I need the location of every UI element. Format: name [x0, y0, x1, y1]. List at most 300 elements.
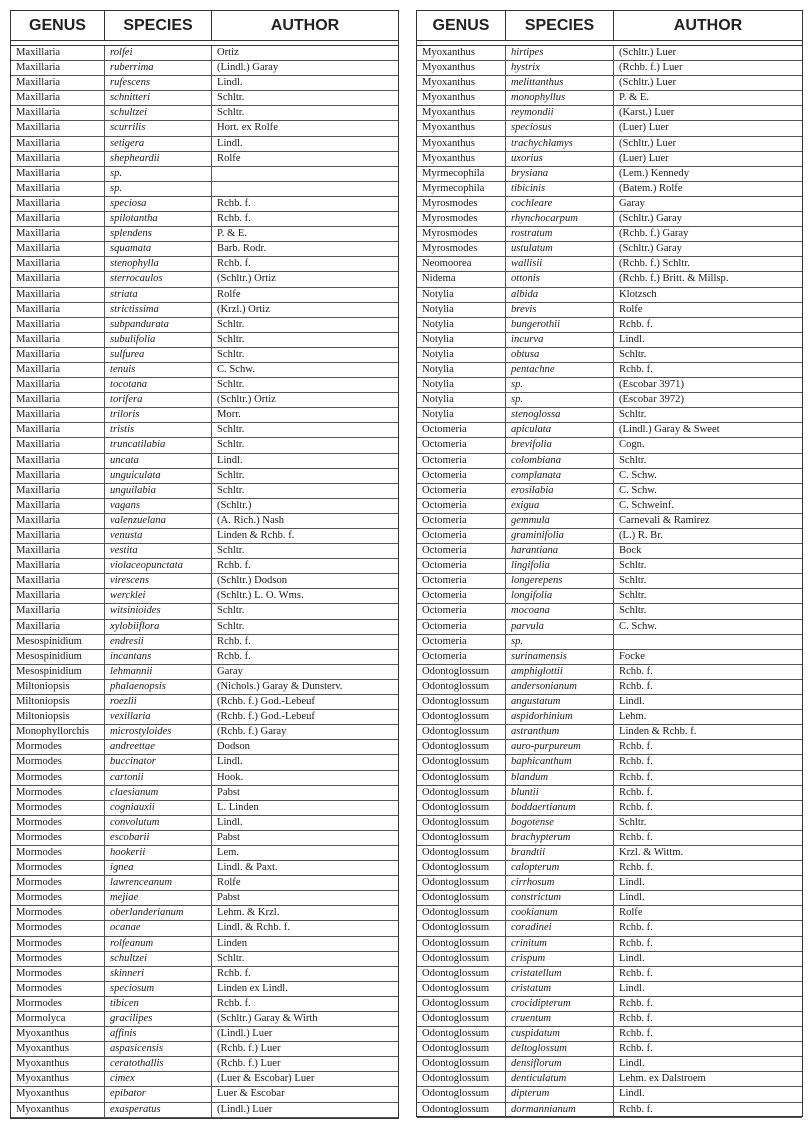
species-cell: astranthum: [505, 725, 613, 739]
genus-cell: Octomeria: [422, 635, 467, 647]
author-cell: C. Schw.: [613, 620, 802, 634]
author-cell: (Rchb. f.) Luer: [211, 1057, 398, 1071]
species-cell: gracilipes: [104, 1012, 211, 1026]
genus-cell: Maxillaria: [16, 288, 61, 300]
author-cell: (Schltr.) Luer: [613, 137, 802, 151]
author-cell: Rchb. f.: [613, 1027, 802, 1041]
table-row: [11, 106, 398, 121]
genus-cell: Maxillaria: [16, 243, 61, 255]
genus-cell: Odontoglossum: [422, 922, 490, 934]
genus-cell: Maxillaria: [16, 439, 61, 451]
author-cell: Lindl. & Rchb. f.: [211, 921, 398, 935]
author-cell: (Lindl.) Luer: [211, 1027, 398, 1041]
genus-cell: Mormodes: [16, 846, 62, 858]
author-cell: Pabst: [211, 786, 398, 800]
table-row: [11, 635, 398, 650]
genus-cell: Mormodes: [16, 907, 62, 919]
table-row: [11, 921, 398, 936]
genus-cell: Myoxanthus: [422, 47, 475, 58]
table-row: [417, 635, 802, 650]
author-cell: (L.) R. Br.: [613, 529, 802, 543]
genus-cell: Maxillaria: [16, 137, 61, 149]
table-row: [417, 182, 802, 197]
table-row: [11, 46, 398, 61]
table-row: [417, 650, 802, 665]
genus-cell: Mormodes: [16, 741, 62, 753]
species-cell: schultzei: [104, 952, 211, 966]
species-cell: lingifolia: [505, 559, 613, 573]
species-cell: sp.: [505, 635, 613, 649]
genus-cell: Maxillaria: [16, 620, 61, 632]
author-cell: Lindl.: [211, 454, 398, 468]
species-cell: mejiae: [104, 891, 211, 905]
species-cell: obtusa: [505, 348, 613, 362]
species-cell: convolutum: [104, 816, 211, 830]
genus-cell: Odontoglossum: [422, 982, 490, 994]
genus-cell: Maxillaria: [16, 122, 61, 134]
species-cell: torifera: [104, 393, 211, 407]
author-cell: (Schltr.) Ortiz: [211, 272, 398, 286]
species-cell: truncatilabia: [104, 438, 211, 452]
genus-cell: Myrosmodes: [422, 228, 478, 240]
genus-cell: Odontoglossum: [422, 1058, 490, 1070]
author-cell: (Schltr.) L. O. Wms.: [211, 589, 398, 603]
genus-cell: Neomoorea: [422, 258, 472, 270]
genus-cell: Maxillaria: [16, 605, 61, 617]
author-cell: Lindl.: [211, 755, 398, 769]
table-row: [417, 921, 802, 936]
genus-cell: Octomeria: [422, 530, 467, 541]
author-cell: Lindl.: [211, 76, 398, 90]
species-cell: bogotense: [505, 816, 613, 830]
genus-cell: Myoxanthus: [16, 1103, 69, 1115]
author-cell: Rchb. f.: [211, 559, 398, 573]
author-cell: Linden: [211, 937, 398, 951]
genus-cell: Odontoglossum: [422, 1028, 490, 1040]
species-cell: schultzei: [104, 106, 211, 120]
table-row: [11, 997, 398, 1012]
table-row: [11, 137, 398, 152]
species-cell: strictissima: [104, 303, 211, 317]
right-table-body: [417, 46, 802, 1118]
table-row: [417, 61, 802, 76]
genus-cell: Myrmecophila: [422, 182, 485, 194]
author-cell: Lindl. & Paxt.: [211, 861, 398, 875]
genus-cell: Octomeria: [422, 560, 467, 572]
author-cell: L. Linden: [211, 801, 398, 815]
genus-cell: Mormodes: [16, 967, 62, 979]
genus-cell: Myoxanthus: [422, 152, 475, 164]
table-row: [11, 710, 398, 725]
genus-cell: Octomeria: [422, 590, 467, 602]
table-row: [417, 1103, 802, 1118]
table-row: [417, 378, 802, 393]
genus-cell: Odontoglossum: [422, 680, 490, 692]
author-cell: Linden & Rchb. f.: [613, 725, 802, 739]
species-cell: squamata: [104, 242, 211, 256]
species-cell: brandtii: [505, 846, 613, 860]
author-cell: Cogn.: [613, 438, 802, 452]
table-row: [11, 363, 398, 378]
species-cell: cruentum: [505, 1012, 613, 1026]
author-cell: Rchb. f.: [613, 786, 802, 800]
author-cell: [211, 167, 398, 181]
genus-cell: Myoxanthus: [422, 137, 475, 149]
table-row: [11, 982, 398, 997]
genus-cell: Maxillaria: [16, 469, 61, 481]
species-cell: sp.: [104, 167, 211, 181]
species-cell: crispum: [505, 952, 613, 966]
genus-cell: Maxillaria: [16, 409, 61, 421]
author-cell: Schltr.: [613, 574, 802, 588]
author-cell: Lindl.: [211, 816, 398, 830]
author-cell: (Karst.) Luer: [613, 106, 802, 120]
table-row: [11, 393, 398, 408]
author-cell: Lindl.: [613, 1057, 802, 1071]
table-row: [11, 514, 398, 529]
species-cell: buccinator: [104, 755, 211, 769]
table-row: [417, 91, 802, 106]
author-cell: Schltr.: [613, 589, 802, 603]
author-cell: C. Schw.: [211, 363, 398, 377]
genus-cell: Odontoglossum: [422, 786, 490, 798]
author-cell: Schltr.: [211, 91, 398, 105]
author-cell: Lehm.: [613, 710, 802, 724]
genus-cell: Odontoglossum: [422, 1043, 490, 1055]
table-row: [11, 801, 398, 816]
species-cell: striata: [104, 288, 211, 302]
species-cell: affinis: [104, 1027, 211, 1041]
author-cell: Lem.: [211, 846, 398, 860]
table-row: [417, 348, 802, 363]
species-cell: dipterum: [505, 1087, 613, 1101]
species-cell: aspidorhinium: [505, 710, 613, 724]
species-cell: exasperatus: [104, 1103, 211, 1117]
species-cell: microstyloides: [104, 725, 211, 739]
genus-cell: Maxillaria: [16, 167, 61, 179]
author-cell: (A. Rich.) Nash: [211, 514, 398, 528]
author-cell: (Luer) Luer: [613, 121, 802, 135]
table-row: [417, 710, 802, 725]
table-row: [11, 197, 398, 212]
genus-cell: Octomeria: [422, 484, 467, 496]
table-row: [417, 318, 802, 333]
species-cell: lawrenceanum: [104, 876, 211, 890]
genus-cell: Notylia: [422, 409, 454, 421]
table-row: [11, 182, 398, 197]
species-cell: monophyllus: [505, 91, 613, 105]
author-cell: Schltr.: [211, 620, 398, 634]
left-table-body: [11, 46, 398, 1118]
table-row: [11, 1072, 398, 1087]
species-cell: violaceopunctata: [104, 559, 211, 573]
table-row: [11, 876, 398, 891]
species-cell: longerepens: [505, 574, 613, 588]
table-row: [11, 620, 398, 635]
table-row: [417, 242, 802, 257]
genus-cell: Mormodes: [16, 771, 62, 783]
table-row: [417, 574, 802, 589]
author-cell: Schltr.: [211, 469, 398, 483]
author-cell: Schltr.: [613, 816, 802, 830]
genus-cell: Odontoglossum: [422, 862, 490, 874]
author-cell: Rolfe: [211, 152, 398, 166]
author-cell: Rolfe: [613, 906, 802, 920]
table-row: [11, 242, 398, 257]
species-cell: rufescens: [104, 76, 211, 90]
genus-cell: Maxillaria: [16, 348, 61, 360]
author-cell: C. Schweinf.: [613, 499, 802, 513]
table-row: [11, 318, 398, 333]
author-cell: (Escobar 3971): [613, 378, 802, 392]
genus-cell: Odontoglossum: [422, 756, 490, 768]
genus-cell: Maxillaria: [16, 92, 61, 104]
species-cell: shepheardii: [104, 152, 211, 166]
table-row: [417, 438, 802, 453]
table-row: [11, 348, 398, 363]
author-cell: (Lindl.) Garay & Sweet: [613, 423, 802, 437]
genus-cell: Mesospinidium: [16, 650, 82, 662]
table-row: [11, 831, 398, 846]
genus-cell: Odontoglossum: [422, 1013, 490, 1024]
author-cell: Schltr.: [211, 484, 398, 498]
species-cell: exigua: [505, 499, 613, 513]
author-cell: [211, 182, 398, 196]
species-cell: subpandurata: [104, 318, 211, 332]
table-row: [417, 303, 802, 318]
species-cell: baphicanthum: [505, 755, 613, 769]
author-cell: Schltr.: [211, 952, 398, 966]
table-row: [11, 469, 398, 484]
table-row: [11, 121, 398, 136]
genus-cell: Maxillaria: [16, 590, 61, 602]
table-row: [11, 529, 398, 544]
author-cell: Carnevali & Ramirez: [613, 514, 802, 528]
genus-cell: Nidema: [422, 273, 456, 285]
table-row: [11, 303, 398, 318]
genus-cell: Mesospinidium: [16, 635, 82, 647]
author-cell: Linden & Rchb. f.: [211, 529, 398, 543]
author-cell: Rchb. f.: [613, 937, 802, 951]
species-cell: cimex: [104, 1072, 211, 1086]
author-cell: (Luer) Luer: [613, 152, 802, 166]
author-cell: (Schltr.) Dodson: [211, 574, 398, 588]
table-row: [11, 665, 398, 680]
genus-cell: Myoxanthus: [422, 122, 475, 134]
author-cell: Rchb. f.: [613, 318, 802, 332]
table-row: [417, 559, 802, 574]
species-cell: crocidipterum: [505, 997, 613, 1011]
table-row: [11, 680, 398, 695]
author-cell: Rchb. f.: [613, 801, 802, 815]
table-row: [11, 333, 398, 348]
genus-cell: Maxillaria: [16, 197, 61, 209]
genus-cell: Myoxanthus: [16, 1073, 69, 1085]
genus-cell: Odontoglossum: [422, 801, 490, 813]
table-row: [11, 1042, 398, 1057]
author-cell: Rchb. f.: [613, 755, 802, 769]
species-cell: tibicen: [104, 997, 211, 1011]
author-cell: [613, 635, 802, 649]
genus-cell: Myrosmodes: [422, 213, 478, 225]
genus-cell: Notylia: [422, 318, 454, 330]
author-cell: C. Schw.: [613, 469, 802, 483]
species-cell: rolfei: [104, 46, 211, 60]
species-cell: trachychlamys: [505, 137, 613, 151]
species-cell: claesianum: [104, 786, 211, 800]
genus-cell: Miltoniopsis: [16, 711, 70, 723]
author-cell: Rchb. f.: [211, 635, 398, 649]
species-cell: amphiglottii: [505, 665, 613, 679]
genus-cell: Mormodes: [16, 786, 62, 798]
author-cell: Rchb. f.: [211, 650, 398, 664]
author-cell: Schltr.: [211, 318, 398, 332]
species-cell: dormannianum: [505, 1103, 613, 1117]
species-cell: hystrix: [505, 61, 613, 75]
genus-cell: Mormodes: [16, 997, 62, 1009]
genus-cell: Maxillaria: [16, 62, 61, 74]
genus-cell: Odontoglossum: [422, 771, 490, 783]
genus-cell: Mormodes: [16, 862, 62, 874]
table-row: [417, 1087, 802, 1102]
table-row: [417, 952, 802, 967]
species-cell: ustulatum: [505, 242, 613, 256]
author-cell: Rchb. f.: [613, 1012, 802, 1026]
author-cell: Rchb. f.: [613, 363, 802, 377]
species-cell: incurva: [505, 333, 613, 347]
author-cell: Rolfe: [211, 288, 398, 302]
species-header: SPECIES: [505, 11, 613, 40]
species-cell: brevis: [505, 303, 613, 317]
table-row: [11, 484, 398, 499]
table-row: [417, 257, 802, 272]
table-row: [11, 906, 398, 921]
table-row: [417, 861, 802, 876]
genus-cell: Octomeria: [422, 469, 467, 481]
species-cell: hookerii: [104, 846, 211, 860]
species-cell: ocanae: [104, 921, 211, 935]
genus-cell: Myrmecophila: [422, 167, 485, 179]
author-cell: P. & E.: [613, 91, 802, 105]
genus-cell: Maxillaria: [16, 530, 61, 541]
table-row: [417, 1012, 802, 1027]
author-cell: Linden ex Lindl.: [211, 982, 398, 996]
table-row: [11, 695, 398, 710]
species-cell: graminifolia: [505, 529, 613, 543]
author-cell: (Rchb. f.) Luer: [211, 1042, 398, 1056]
author-cell: Rchb. f.: [613, 967, 802, 981]
species-cell: cuspidatum: [505, 1027, 613, 1041]
genus-cell: Odontoglossum: [422, 846, 490, 858]
table-row: [11, 378, 398, 393]
author-cell: P. & E.: [211, 227, 398, 241]
table-row: [417, 846, 802, 861]
author-cell: (Schltr.) Garay: [613, 242, 802, 256]
species-cell: rolfeanum: [104, 937, 211, 951]
author-cell: Schltr.: [211, 333, 398, 347]
author-cell: Rolfe: [211, 876, 398, 890]
author-cell: Klotzsch: [613, 288, 802, 302]
species-cell: phalaenopsis: [104, 680, 211, 694]
species-cell: witsinioides: [104, 604, 211, 618]
genus-cell: Odontoglossum: [422, 1103, 490, 1115]
table-row: [11, 272, 398, 287]
table-row: [11, 152, 398, 167]
genus-cell: Myoxanthus: [16, 1058, 69, 1070]
author-cell: Krzl. & Wittm.: [613, 846, 802, 860]
table-row: [417, 106, 802, 121]
species-cell: triloris: [104, 408, 211, 422]
species-cell: coradinei: [505, 921, 613, 935]
table-row: [11, 1027, 398, 1042]
table-row: [417, 816, 802, 831]
species-cell: melittanthus: [505, 76, 613, 90]
genus-cell: Maxillaria: [16, 424, 61, 436]
author-cell: (Escobar 3972): [613, 393, 802, 407]
table-row: [11, 604, 398, 619]
species-cell: densiflorum: [505, 1057, 613, 1071]
genus-cell: Myoxanthus: [16, 1088, 69, 1100]
species-cell: auro-purpureum: [505, 740, 613, 754]
genus-cell: Maxillaria: [16, 514, 61, 526]
author-cell: Schltr.: [613, 559, 802, 573]
author-cell: Lindl.: [211, 137, 398, 151]
table-row: [11, 76, 398, 91]
genus-cell: Myrosmodes: [422, 243, 478, 255]
table-row: [11, 167, 398, 182]
table-row: [11, 91, 398, 106]
author-cell: Rchb. f.: [211, 197, 398, 211]
genus-cell: Maxillaria: [16, 545, 61, 557]
species-cell: schnitteri: [104, 91, 211, 105]
author-cell: Bock: [613, 544, 802, 558]
table-row: [11, 589, 398, 604]
species-cell: sp.: [104, 182, 211, 196]
author-cell: Garay: [613, 197, 802, 211]
species-cell: unguiculata: [104, 469, 211, 483]
table-row: [417, 212, 802, 227]
table-row: [417, 1057, 802, 1072]
author-cell: (Rchb. f.) Luer: [613, 61, 802, 75]
table-row: [11, 408, 398, 423]
genus-cell: Maxillaria: [16, 77, 61, 89]
species-cell: parvula: [505, 620, 613, 634]
author-cell: Rchb. f.: [613, 1103, 802, 1117]
genus-cell: Octomeria: [422, 605, 467, 617]
author-cell: (Rchb. f.) Garay: [211, 725, 398, 739]
genus-cell: Maxillaria: [16, 47, 61, 58]
author-cell: Rchb. f.: [211, 967, 398, 981]
species-cell: brevifolia: [505, 438, 613, 452]
table-row: [417, 363, 802, 378]
table-row: [417, 197, 802, 212]
table-row: [417, 997, 802, 1012]
table-row: [417, 152, 802, 167]
species-cell: tenuis: [104, 363, 211, 377]
table-row: [11, 846, 398, 861]
species-cell: lehmannii: [104, 665, 211, 679]
species-cell: unguilabia: [104, 484, 211, 498]
genus-cell: Myrosmodes: [422, 197, 478, 209]
table-row: [417, 771, 802, 786]
genus-cell: Notylia: [422, 379, 454, 391]
right-table: [416, 10, 803, 1117]
species-cell: erosilabia: [505, 484, 613, 498]
table-row: [417, 876, 802, 891]
table-row: [417, 167, 802, 182]
author-cell: (Lindl.) Luer: [211, 1103, 398, 1117]
table-row: [11, 1103, 398, 1118]
